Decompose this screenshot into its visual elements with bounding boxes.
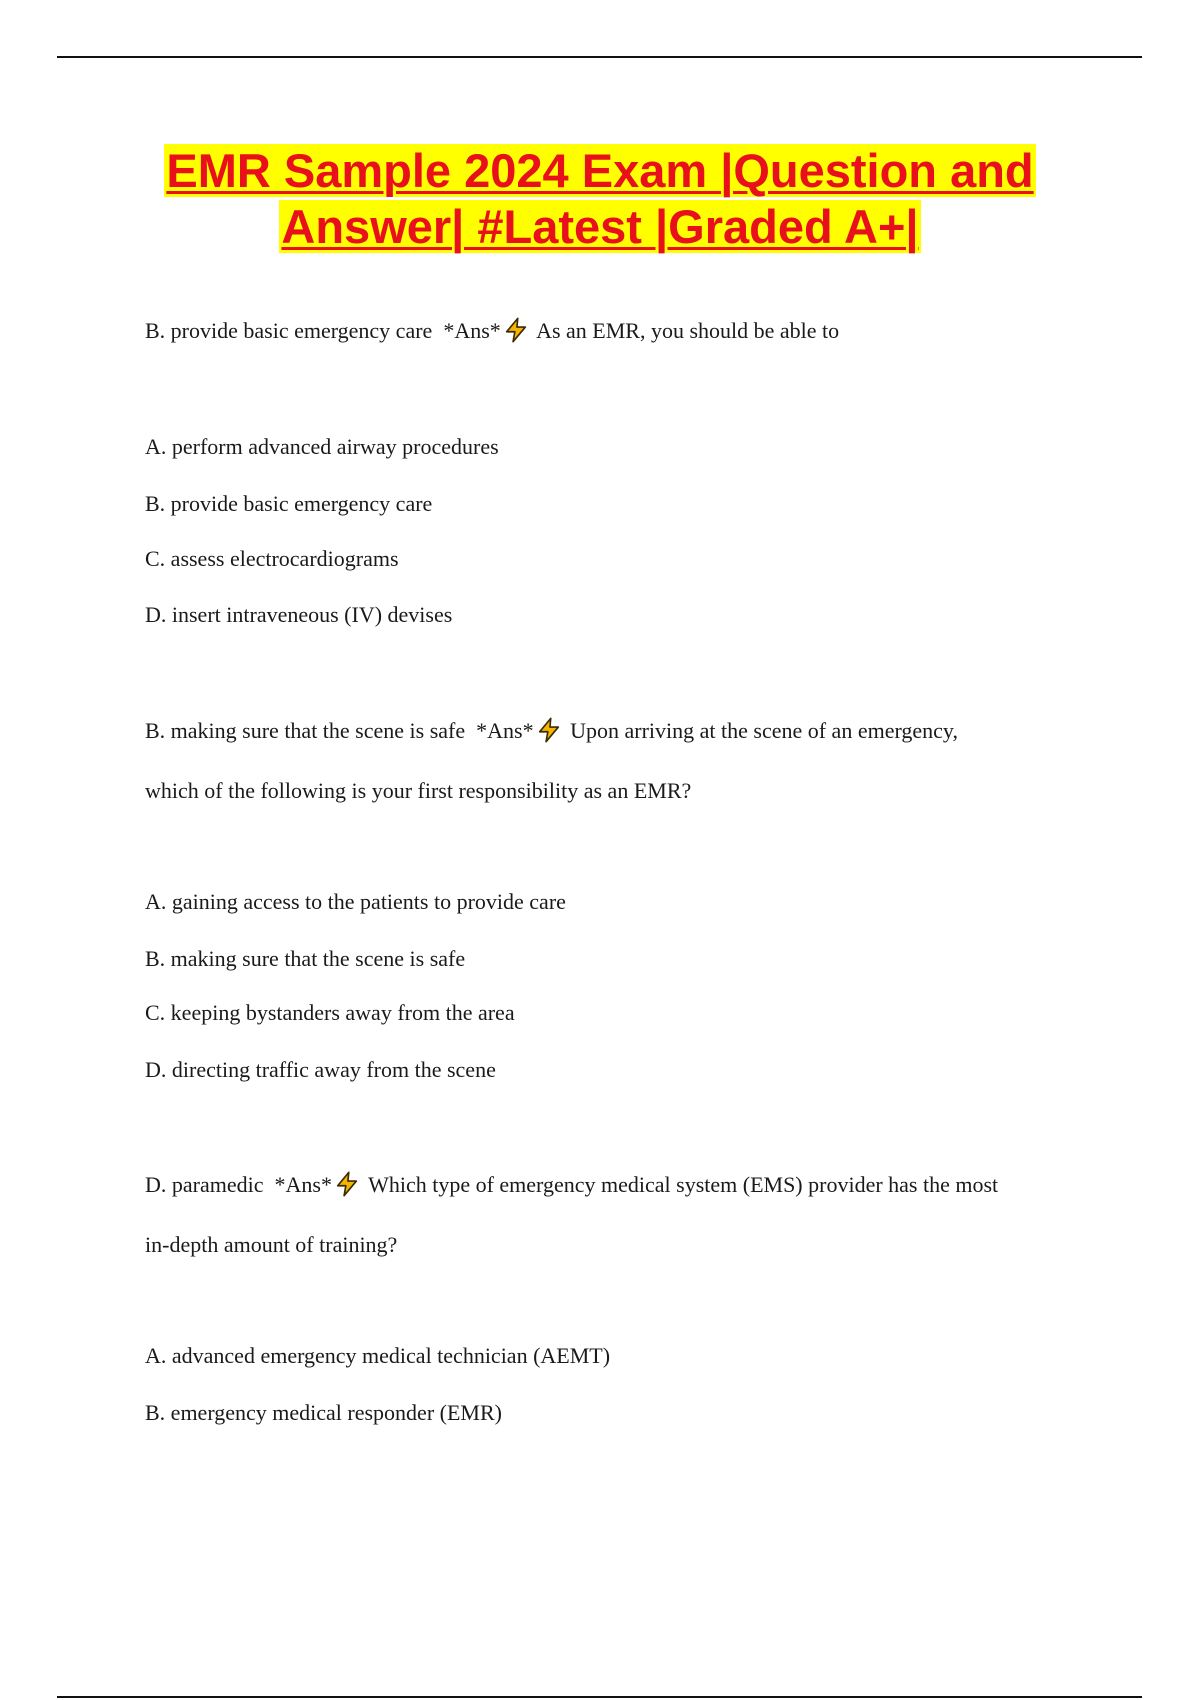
title-line-2: Answer| #Latest |Graded A+| — [281, 200, 919, 253]
question-text: As an EMR, you should be able to — [536, 318, 840, 343]
question-text-continued: in-depth amount of training? — [145, 1232, 398, 1257]
lightning-bolt-icon — [535, 716, 563, 744]
option-item: D. directing traffic away from the scene — [145, 1057, 496, 1082]
lightning-bolt-icon — [502, 316, 530, 344]
ans-marker: *Ans* — [443, 318, 501, 343]
question-text: Upon arriving at the scene of an emergency, — [570, 718, 958, 743]
option-item: A. gaining access to the patients to provide care — [145, 889, 566, 914]
ans-marker: *Ans* — [476, 718, 534, 743]
title-line-1: EMR Sample 2024 Exam |Question and — [166, 144, 1034, 197]
option-item: C. keeping bystanders away from the area — [145, 1000, 515, 1025]
top-rule — [57, 56, 1142, 58]
option-item: A. perform advanced airway procedures — [145, 434, 499, 459]
question-text: Which type of emergency medical system (EMS) provider has the most — [368, 1172, 999, 1197]
option-item: B. provide basic emergency care — [145, 491, 433, 516]
qa-line — [145, 1170, 998, 1199]
answer-text: D. paramedic — [145, 1172, 264, 1197]
option-item: B. making sure that the scene is safe — [145, 946, 466, 971]
ans-marker: *Ans* — [274, 1172, 332, 1197]
answer-text: B. making sure that the scene is safe — [145, 718, 466, 743]
answer-text: B. provide basic emergency care — [145, 318, 433, 343]
qa-line — [145, 316, 839, 345]
lightning-bolt-icon — [333, 1170, 361, 1198]
option-item: A. advanced emergency medical technician (AEMT) — [145, 1343, 611, 1368]
document-title — [100, 143, 1100, 255]
option-item: B. emergency medical responder (EMR) — [145, 1400, 502, 1425]
option-item: D. insert intraveneous (IV) devises — [145, 602, 453, 627]
qa-line — [145, 716, 958, 745]
bottom-rule — [57, 1696, 1142, 1698]
question-text-continued: which of the following is your first responsibility as an EMR? — [145, 778, 692, 803]
option-item: C. assess electrocardiograms — [145, 546, 399, 571]
